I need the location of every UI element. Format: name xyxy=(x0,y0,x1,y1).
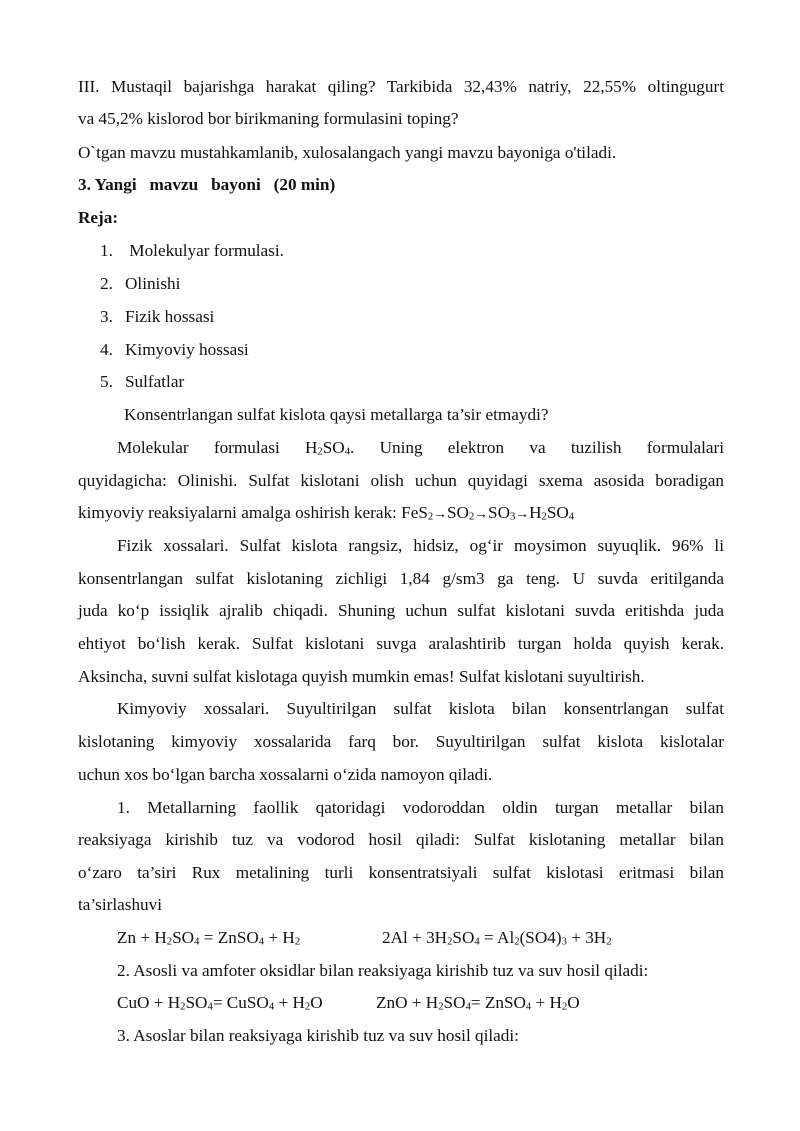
plan-item-text: Fizik hossasi xyxy=(125,307,215,326)
paragraph-line: Aksincha, suvni sulfat kislotaga quyish mumkin emas! Sulfat kislotani suyultirish. xyxy=(78,667,645,686)
plan-item-text: Kimyoviy hossasi xyxy=(125,340,249,359)
molecular-formula-line: Molekular formulasi $H_2SO_4$. Uning elektron va tuzilish formulalari xyxy=(117,438,724,458)
equation-zinc-oxide: ZnO + $H_2SO_4=$ ZnSO$_4$ + $H_2O$ xyxy=(376,993,580,1013)
section-heading xyxy=(78,174,724,196)
paragraph-line: juda ko‘p issiqlik ajralib chiqadi. Shuning uchun sulfat kislotani suvda eritishda juda xyxy=(78,601,724,620)
question-text: Konsentrlangan sulfat kislota qaysi metallarga ta’sir etmaydi? xyxy=(124,405,549,424)
paragraph-line: ehtiyot bo‘lish kerak. Sulfat kislotani suvga aralashtirib turgan holda quyish kerak. xyxy=(78,634,724,653)
plan-item-number: 2. xyxy=(100,274,113,293)
paragraph-line: ta’sirlashuvi xyxy=(78,895,163,914)
paragraph-line: 1. Metallarning faollik qatoridagi vodoroddan oldin turgan metallar bilan xyxy=(117,798,724,817)
plan-label: Reja: xyxy=(78,208,119,227)
transition-text: O`tgan mavzu mustahkamlanib, xulosalangach yangi mavzu bayoniga o'tiladi. xyxy=(78,143,617,162)
plan-item-text: Olinishi xyxy=(125,274,181,293)
plan-item xyxy=(100,371,746,393)
plan-item-text: Molekulyar formulasi. xyxy=(125,241,284,260)
paragraph-line: uchun xos bo‘lgan barcha xossalarni o‘zida namoyon qiladi. xyxy=(78,765,493,784)
paragraph-line: reaksiyaga kirishib tuz va vodorod hosil qiladi: Sulfat kislotaning metallar bilan xyxy=(78,830,724,849)
paragraph-line: konsentrlangan sulfat kislotaning zichligi 1,84 g/sm3 ga teng. U suvda eritilganda xyxy=(78,569,724,588)
section-title: Yangi mavzu bayoni (20 min) xyxy=(94,175,336,194)
plan-item xyxy=(100,273,746,295)
equation-aluminium: $2Al + 3H_2SO_4 = Al_2(SO4)_3 + 3H_2$ xyxy=(382,928,612,948)
paragraph-line: 2. Asosli va amfoter oksidlar bilan reaksiyaga kirishib tuz va suv hosil qiladi: xyxy=(117,961,649,980)
paragraph-line: 3. Asoslar bilan reaksiyaga kirishib tuz va suv hosil qiladi: xyxy=(117,1026,519,1045)
paragraph-line: kislotaning kimyoviy xossalarida farq bor. Suyultirilgan sulfat kislota kislotalar xyxy=(78,732,724,751)
plan-item-number: 4. xyxy=(100,340,113,359)
equation-copper-oxide: CuO + $H_2SO_4=$ CuSO$_4$ + $H_2O$ xyxy=(117,993,323,1013)
plan-item-number: 3. xyxy=(100,307,113,326)
paragraph-line: Fizik xossalari. Sulfat kislota rangsiz, hidsiz, og‘ir moysimon suyuqlik. 96% li xyxy=(117,536,724,555)
equation-zinc: $Zn + H_2SO_4$ = ZnSO$_4$ + $H_2$ xyxy=(117,928,301,948)
paragraph-line: Kimyoviy xossalari. Suyultirilgan sulfat kislota bilan konsentrlangan sulfat xyxy=(117,699,724,718)
reaction-scheme-line: kimyoviy reaksiyalarni amalga oshirish kerak: $FeS_2\to SO_2\to SO_3\to H_2SO_4$ xyxy=(78,503,575,523)
plan-item xyxy=(100,240,746,262)
paragraph-line: o‘zaro ta’siri Rux metalining turli konsentratsiyali sulfat kislotasi eritmasi bilan xyxy=(78,863,724,882)
section-number: 3. xyxy=(78,175,91,194)
task-line-2: va 45,2% kislorod bor birikmaning formulasini toping? xyxy=(78,109,459,128)
task-line-1: III. Mustaqil bajarishga harakat qiling? Tarkibida 32,43% natriy, 22,55% oltingugurt xyxy=(78,77,724,96)
paragraph-line: quyidagicha: Olinishi. Sulfat kislotani olish uchun quyidagi sxema asosida boradigan xyxy=(78,471,724,490)
plan-item xyxy=(100,306,746,328)
plan-item xyxy=(100,339,746,361)
plan-item-number: 1. xyxy=(100,241,113,260)
plan-item-number: 5. xyxy=(100,372,113,391)
plan-item-text: Sulfatlar xyxy=(125,372,185,391)
